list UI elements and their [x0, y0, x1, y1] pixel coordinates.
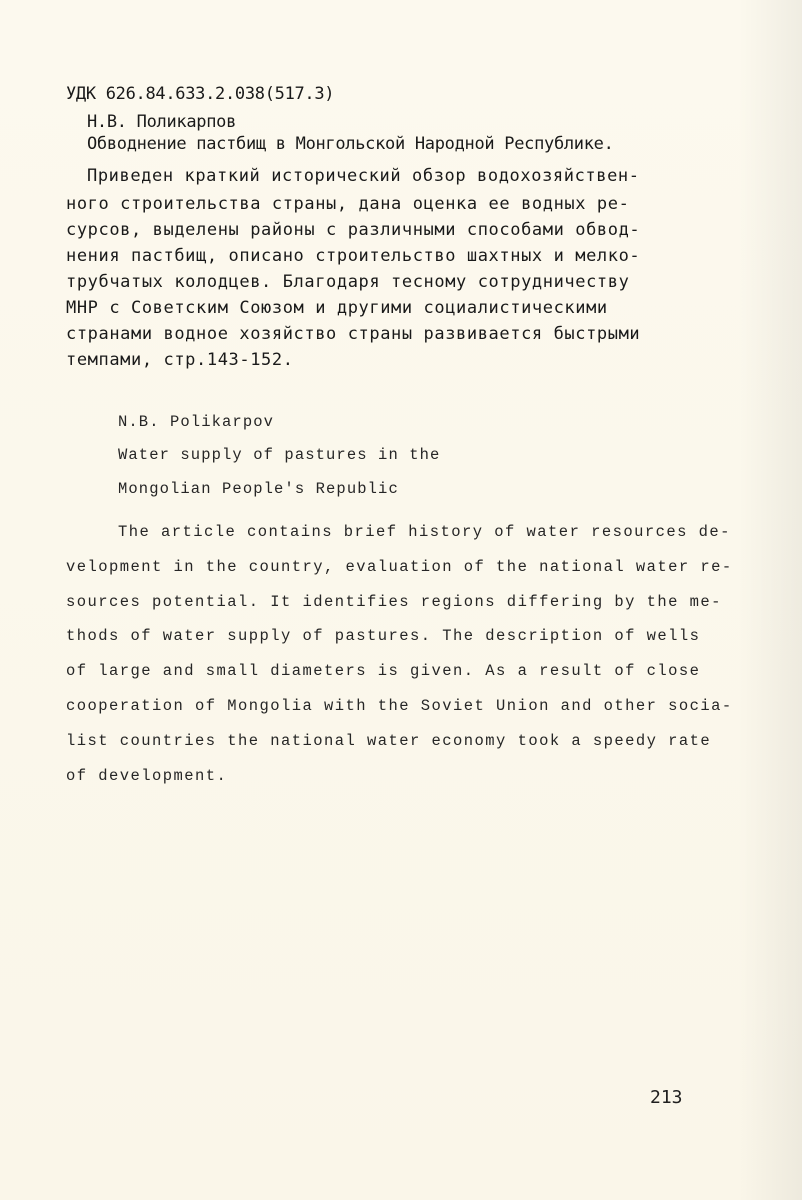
- abstract-ru-line: Приведен краткий исторический обзор водохозяйствен-: [87, 166, 640, 186]
- abstract-en-line: of large and small diameters is given. As a result of close: [66, 662, 701, 680]
- abstract-en-line: velopment in the country, evaluation of the national water re-: [66, 558, 733, 576]
- abstract-ru-line: нения пастбищ, описано строительство шахтных и мелко-: [66, 246, 641, 266]
- author-en: N.B. Polikarpov: [118, 413, 275, 431]
- abstract-en-line: of development.: [66, 767, 228, 785]
- abstract-ru-line: сурсов, выделены районы с различными способами обвод-: [66, 220, 641, 240]
- abstract-ru-line: МНР с Советским Союзом и другими социалистическими: [66, 298, 608, 318]
- abstract-en-line: sources potential. It identifies regions differing by the me-: [66, 593, 722, 611]
- abstract-en-line: cooperation of Mongolia with the Soviet Union and other socia-: [66, 697, 733, 715]
- title-en-line: Water supply of pastures in the: [118, 446, 441, 464]
- page-number: 213: [650, 1087, 683, 1108]
- title-ru: Обводнение пастбищ в Монгольской Народной Республике.: [87, 134, 614, 154]
- abstract-ru-line: ного строительства страны, дана оценка ее водных ре-: [66, 194, 630, 214]
- abstract-ru-line: трубчатых колодцев. Благодаря тесному сотрудничеству: [66, 272, 630, 292]
- title-en-line: Mongolian People's Republic: [118, 480, 399, 498]
- udk-code: УДК 626.84.633.2.038(517.3): [66, 84, 335, 104]
- author-ru: Н.В. Поликарпов: [87, 112, 237, 132]
- abstract-en-line: The article contains brief history of water resources de-: [118, 523, 731, 541]
- abstract-ru-line: темпами, стр.143-152.: [66, 350, 294, 370]
- abstract-en-line: thods of water supply of pastures. The description of wells: [66, 627, 701, 645]
- abstract-en-line: list countries the national water economy took a speedy rate: [66, 732, 712, 750]
- abstract-ru-line: странами водное хозяйство страны развивается быстрыми: [66, 324, 641, 344]
